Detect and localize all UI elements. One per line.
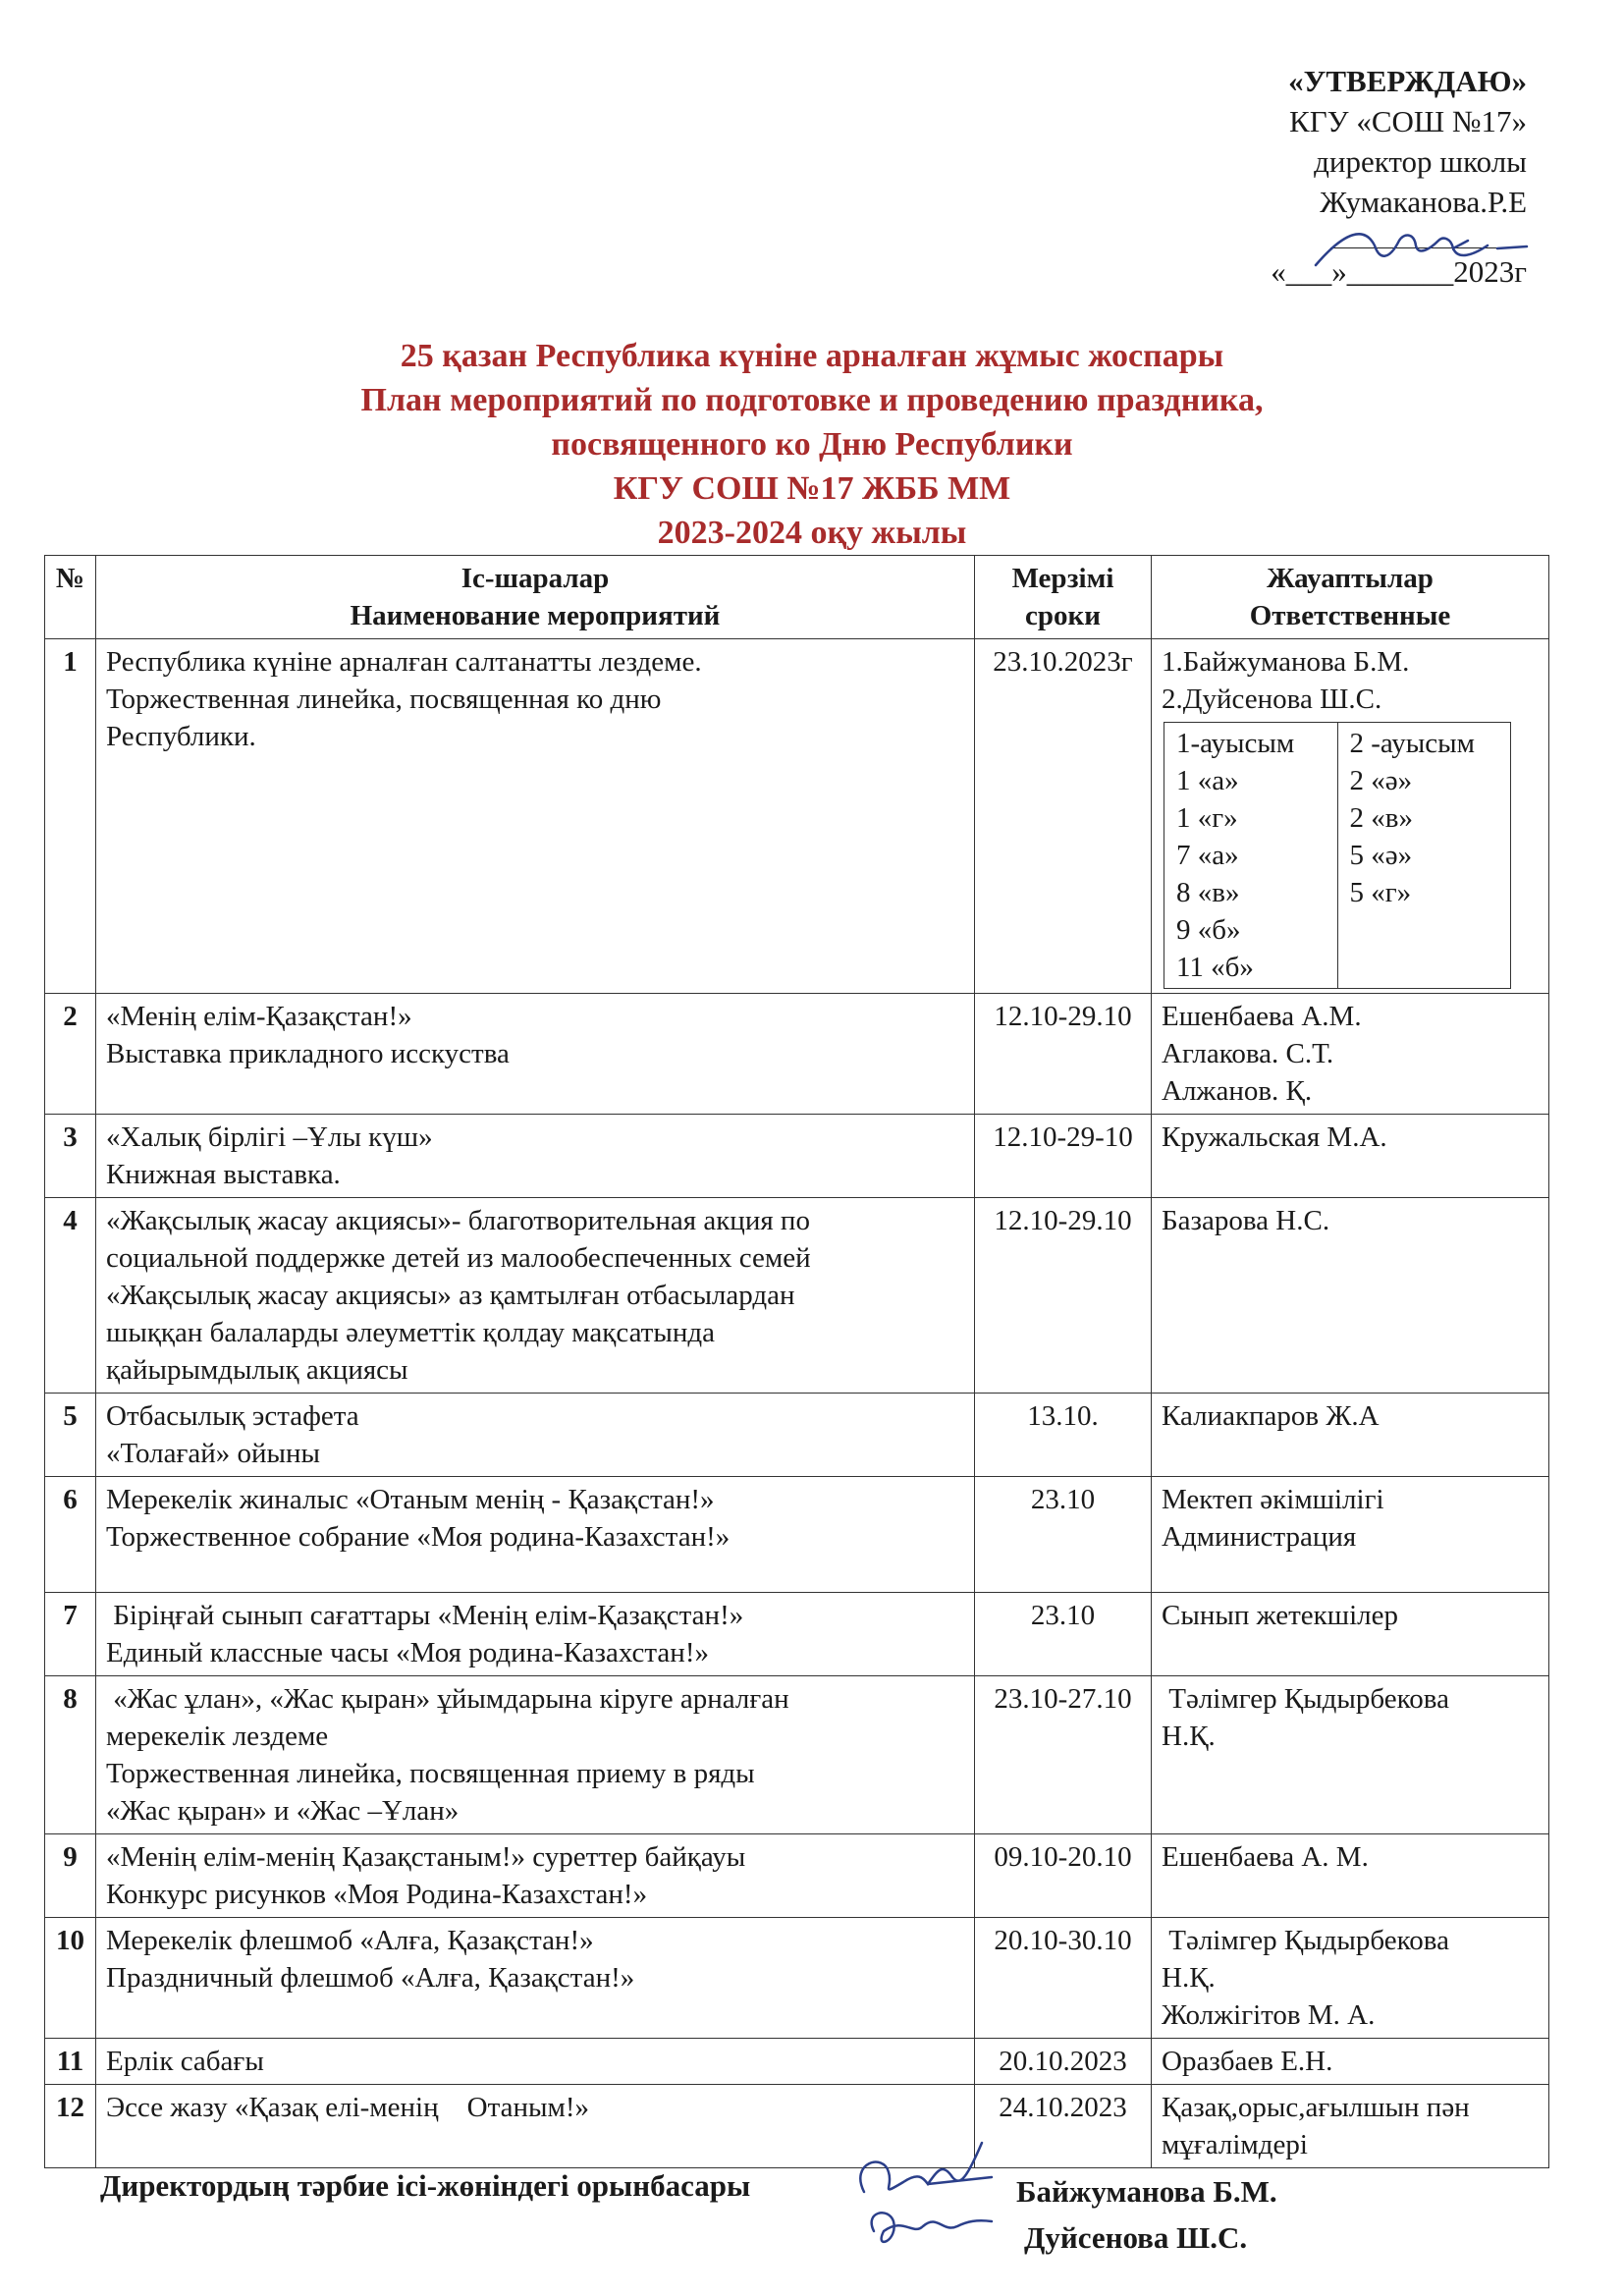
- event-line: Эссе жазу «Қазақ елі-менің Отаным!»: [106, 2092, 589, 2123]
- approval-position: директор школы: [1314, 144, 1527, 179]
- responsible-line: Администрация: [1162, 1521, 1357, 1553]
- event-line: қайырымдылық акциясы: [106, 1354, 408, 1386]
- approval-org: КГУ «СОШ №17»: [1289, 104, 1527, 138]
- row-responsible: [1152, 2085, 1549, 2168]
- row-date: 23.10-27.10: [975, 1676, 1152, 1834]
- title-line: 2023-2024 оқу жылы: [657, 515, 967, 551]
- event-line: «Жақсылық жасау акциясы» аз қамтылған отбасылардан: [106, 1280, 795, 1311]
- row-date: 13.10.: [975, 1394, 1152, 1477]
- header-event: [96, 556, 975, 639]
- row-number: 8: [45, 1676, 96, 1834]
- table-row: [45, 1593, 1549, 1676]
- table-row: [45, 1477, 1549, 1593]
- footer-name-2: Дуйсенова Ш.С.: [1024, 2220, 1248, 2255]
- responsible-line: Базарова Н.С.: [1162, 1205, 1330, 1236]
- row-responsible: [1152, 1593, 1549, 1676]
- director-signature: [1306, 211, 1532, 280]
- header-date-kz: Мерзімі: [1011, 563, 1114, 594]
- row-event: [96, 1918, 975, 2039]
- row-event: [96, 994, 975, 1115]
- row-date: 23.10.2023г: [975, 639, 1152, 994]
- responsible-line: Аглакова. С.Т.: [1162, 1038, 1334, 1069]
- row-number: 11: [45, 2039, 96, 2085]
- event-line: «Жас қыран» и «Жас –Ұлан»: [106, 1795, 460, 1827]
- header-date-ru: сроки: [1025, 600, 1101, 631]
- event-line: шыққан балаларды әлеуметтік қолдау мақсатында: [106, 1317, 715, 1348]
- event-line: «Халық бірлігі –Ұлы күш»: [106, 1121, 433, 1153]
- shift-class: 1 «г»: [1176, 802, 1238, 834]
- event-line: Книжная выставка.: [106, 1159, 341, 1190]
- shift-class: 7 «а»: [1176, 840, 1239, 871]
- responsible-line: Кружальская М.А.: [1162, 1121, 1387, 1153]
- row-number: 4: [45, 1198, 96, 1394]
- responsible-line: Ешенбаева А. М.: [1162, 1841, 1369, 1873]
- row-number: 3: [45, 1115, 96, 1198]
- row-event: [96, 1676, 975, 1834]
- event-line: Торжественная линейка, посвященная приему в ряды: [106, 1758, 755, 1789]
- event-line: Мерекелік флешмоб «Алға, Қазақстан!»: [106, 1925, 594, 1956]
- responsible-line: Жолжігітов М. А.: [1162, 1999, 1376, 2031]
- approval-heading: «УТВЕРЖДАЮ»: [1288, 64, 1527, 98]
- table-row: [45, 1834, 1549, 1918]
- header-date: [975, 556, 1152, 639]
- shift-title: 1-ауысым: [1176, 728, 1295, 759]
- table-row: [45, 2039, 1549, 2085]
- header-event-ru: Наименование мероприятий: [350, 600, 721, 631]
- row-number: 10: [45, 1918, 96, 2039]
- shift-class: 1 «а»: [1176, 765, 1239, 796]
- row-responsible: [1152, 1918, 1549, 2039]
- row-responsible: [1152, 994, 1549, 1115]
- row-event: [96, 639, 975, 994]
- table-row: [45, 994, 1549, 1115]
- row-date: 12.10-29.10: [975, 1198, 1152, 1394]
- table-row: [45, 2085, 1549, 2168]
- row-number: 5: [45, 1394, 96, 1477]
- responsible-line: Сынып жетекшілер: [1162, 1600, 1398, 1631]
- event-line: мерекелік лездеме: [106, 1721, 329, 1752]
- header-num: №: [45, 556, 96, 639]
- event-line: «Жас ұлан», «Жас қыран» ұйымдарына кіруге арналған: [106, 1683, 789, 1715]
- responsible-line: Тәлімгер Қыдырбекова: [1162, 1925, 1449, 1956]
- row-event: [96, 1834, 975, 1918]
- responsible-line: Н.Қ.: [1162, 1721, 1216, 1752]
- row-responsible: [1152, 1115, 1549, 1198]
- row-responsible: [1152, 1394, 1549, 1477]
- row-date: 12.10-29.10: [975, 994, 1152, 1115]
- responsible-line: 2.Дуйсенова Ш.С.: [1162, 683, 1382, 715]
- row-event: [96, 1593, 975, 1676]
- shift-table: [1164, 722, 1511, 989]
- row-event: [96, 1477, 975, 1593]
- table-row: [45, 1394, 1549, 1477]
- responsible-line: Оразбаев Е.Н.: [1162, 2046, 1333, 2077]
- row-date: 12.10-29-10: [975, 1115, 1152, 1198]
- responsible-line: Қазақ,орыс,ағылшын пән: [1162, 2092, 1470, 2123]
- deputy-signatures: [844, 2123, 1041, 2270]
- shift-class: 2 «ә»: [1349, 765, 1413, 796]
- event-line: Торжественная линейка, посвященная ко дню: [106, 683, 662, 715]
- responsible-line: Н.Қ.: [1162, 1962, 1216, 1994]
- row-responsible: [1152, 639, 1549, 994]
- row-date: 09.10-20.10: [975, 1834, 1152, 1918]
- row-date: 20.10.2023: [975, 2039, 1152, 2085]
- row-responsible: [1152, 1198, 1549, 1394]
- responsible-line: мұғалімдері: [1162, 2129, 1308, 2160]
- shift-column-second: [1337, 723, 1511, 989]
- event-line: «Жақсылық жасау акциясы»- благотворительная акция по: [106, 1205, 810, 1236]
- title-line: посвященного ко Дню Республики: [551, 426, 1073, 463]
- row-responsible: [1152, 2039, 1549, 2085]
- table-row: [45, 1676, 1549, 1834]
- row-event: [96, 2039, 975, 2085]
- title-line: План мероприятий по подготовке и проведению праздника,: [360, 382, 1264, 418]
- shift-column-first: [1164, 723, 1338, 989]
- shift-class: 5 «г»: [1349, 877, 1412, 908]
- shift-class: 11 «б»: [1176, 952, 1254, 983]
- row-event: [96, 1115, 975, 1198]
- row-number: 1: [45, 639, 96, 994]
- event-line: Республика күніне арналған салтанатты лездеме.: [106, 646, 702, 678]
- shift-class: 5 «ә»: [1349, 840, 1413, 871]
- responsible-line: Алжанов. Қ.: [1162, 1075, 1313, 1107]
- row-event: [96, 2085, 975, 2168]
- table-row: [45, 1918, 1549, 2039]
- row-responsible: [1152, 1477, 1549, 1593]
- event-line: Выставка прикладного исскуства: [106, 1038, 510, 1069]
- row-date: 24.10.2023: [975, 2085, 1152, 2168]
- event-line: Мерекелік жиналыс «Отаным менің - Қазақстан!»: [106, 1484, 715, 1515]
- approval-date-line: «___»_______2023г: [1271, 254, 1527, 289]
- header-resp-ru: Ответственные: [1249, 600, 1451, 631]
- event-line: Праздничный флешмоб «Алға, Қазақстан!»: [106, 1962, 635, 1994]
- row-number: 9: [45, 1834, 96, 1918]
- table-body: [45, 639, 1549, 2168]
- title-line: 25 қазан Республика күніне арналған жұмыс жоспары: [400, 338, 1224, 374]
- responsible-line: Мектеп әкімшілігі: [1162, 1484, 1384, 1515]
- row-number: 6: [45, 1477, 96, 1593]
- shift-class: 8 «в»: [1176, 877, 1240, 908]
- shift-row: [1164, 723, 1511, 989]
- footer-names: [1016, 2168, 1277, 2261]
- event-line: «Менің елім-Қазақстан!»: [106, 1001, 412, 1032]
- row-responsible: [1152, 1834, 1549, 1918]
- row-date: 20.10-30.10: [975, 1918, 1152, 2039]
- header-event-kz: Іс-шаралар: [460, 563, 610, 594]
- document-title: [0, 334, 1624, 555]
- responsible-line: Ешенбаева А.М.: [1162, 1001, 1362, 1032]
- event-line: Ерлік сабағы: [106, 2046, 264, 2077]
- row-number: 12: [45, 2085, 96, 2168]
- title-line: КГУ СОШ №17 ЖББ ММ: [613, 470, 1011, 507]
- event-line: «Толағай» ойыны: [106, 1438, 321, 1469]
- table-header-row: [45, 556, 1549, 639]
- table-row: [45, 1198, 1549, 1394]
- event-line: Конкурс рисунков «Моя Родина-Казахстан!»: [106, 1879, 648, 1910]
- row-number: 7: [45, 1593, 96, 1676]
- shift-class: 2 «в»: [1349, 802, 1413, 834]
- events-table: [44, 555, 1549, 2168]
- header-resp-kz: Жауаптылар: [1267, 563, 1434, 594]
- table-row: [45, 639, 1549, 994]
- row-event: [96, 1198, 975, 1394]
- header-responsible: [1152, 556, 1549, 639]
- approval-name: Жумаканова.Р.Е: [1320, 185, 1527, 219]
- responsible-line: Калиакпаров Ж.А: [1162, 1400, 1380, 1432]
- event-line: Единый классные часы «Моя родина-Казахстан!»: [106, 1637, 709, 1668]
- row-date: 23.10: [975, 1477, 1152, 1593]
- event-line: социальной поддержке детей из малообеспеченных семей: [106, 1242, 811, 1274]
- event-line: «Менің елім-менің Қазақстаным!» суреттер байқауы: [106, 1841, 746, 1873]
- responsible-line: Тәлімгер Қыдырбекова: [1162, 1683, 1449, 1715]
- shift-class: 9 «б»: [1176, 914, 1241, 946]
- row-date: 23.10: [975, 1593, 1152, 1676]
- shift-title: 2 -ауысым: [1349, 728, 1475, 759]
- event-line: Біріңғай сынып сағаттары «Менің елім-Қазақстан!»: [106, 1600, 744, 1631]
- footer-name-1: Байжуманова Б.М.: [1016, 2174, 1277, 2209]
- row-number: 2: [45, 994, 96, 1115]
- event-line: Отбасылық эстафета: [106, 1400, 359, 1432]
- responsible-line: 1.Байжуманова Б.М.: [1162, 646, 1410, 678]
- row-responsible: [1152, 1676, 1549, 1834]
- row-event: [96, 1394, 975, 1477]
- table-row: [45, 1115, 1549, 1198]
- event-line: Республики.: [106, 721, 256, 752]
- footer-position: Директордың тәрбие ісі-жөніндегі орынбасары: [100, 2168, 751, 2203]
- event-line: Торжественное собрание «Моя родина-Казахстан!»: [106, 1521, 731, 1553]
